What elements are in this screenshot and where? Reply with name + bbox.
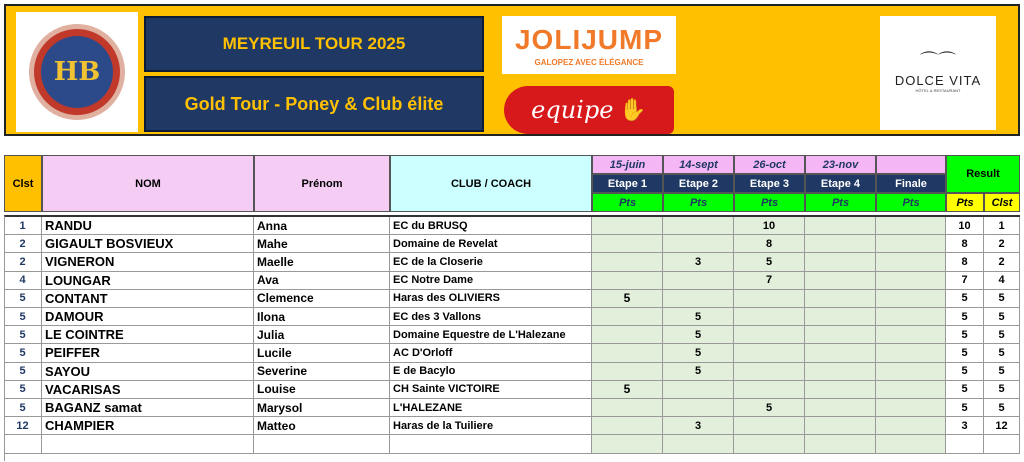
etape-3-cell (734, 381, 805, 399)
etape-1-cell (592, 272, 663, 290)
result-pts-cell: 7 (946, 272, 984, 290)
header-finale: Finale (876, 174, 946, 193)
header-etape-4: Etape 4 (805, 174, 876, 193)
sponsor-jolijump-logo (502, 16, 676, 74)
clst-cell: 12 (4, 417, 42, 435)
clst-cell: 5 (4, 381, 42, 399)
result-pts-cell: 8 (946, 253, 984, 271)
club-cell: Haras de la Tuiliere (390, 417, 592, 435)
result-clst-cell: 2 (984, 235, 1020, 253)
club-cell: EC des 3 Vallons (390, 308, 592, 326)
pts-etape-1: Pts (592, 193, 663, 212)
prenom-cell: Severine (254, 363, 390, 381)
sponsor-equipe-logo (504, 86, 674, 134)
etape-2-cell (663, 290, 734, 308)
header-band (4, 4, 1020, 136)
table-row (4, 417, 1020, 435)
club-cell: AC D'Orloff (390, 344, 592, 362)
nom-cell: SAYOU (42, 363, 254, 381)
prenom-cell: Ava (254, 272, 390, 290)
etape-1-cell (592, 344, 663, 362)
table-row (4, 253, 1020, 271)
nom-cell: LE COINTRE (42, 326, 254, 344)
result-pts-cell: 5 (946, 399, 984, 417)
etape-1-cell (592, 235, 663, 253)
prenom-cell: Lucile (254, 344, 390, 362)
etape-1-cell (592, 326, 663, 344)
pts-etape-2: Pts (663, 193, 734, 212)
sponsor-dolce-vita-logo (880, 16, 996, 130)
etape-4-cell (805, 253, 876, 271)
clst-cell: 5 (4, 344, 42, 362)
header-etape-2: Etape 2 (663, 174, 734, 193)
etape-2-cell (663, 272, 734, 290)
finale-cell (876, 272, 946, 290)
prenom-cell: Marysol (254, 399, 390, 417)
etape-1-cell (592, 399, 663, 417)
etape-3-cell: 7 (734, 272, 805, 290)
result-clst-cell: 5 (984, 326, 1020, 344)
result-pts-cell: 10 (946, 217, 984, 235)
etape-4-cell (805, 417, 876, 435)
pts-etape-4: Pts (805, 193, 876, 212)
finale-cell (876, 290, 946, 308)
result-clst-cell: 5 (984, 344, 1020, 362)
sponsor-jolijump-tagline: GALOPEZ AVEC ÉLÉGANCE (534, 57, 644, 67)
etape-4-cell (805, 399, 876, 417)
result-pts-cell: 5 (946, 381, 984, 399)
table-row (4, 326, 1020, 344)
clst-cell: 5 (4, 290, 42, 308)
header-prenom: Prénom (254, 155, 390, 212)
finale-cell (876, 344, 946, 362)
finale-cell (876, 417, 946, 435)
logo-ring (29, 24, 125, 120)
date-finale (876, 155, 946, 174)
table-row (4, 290, 1020, 308)
result-clst-cell: 5 (984, 308, 1020, 326)
result-pts-cell: 5 (946, 363, 984, 381)
page-title: MEYREUIL TOUR 2025 (144, 16, 484, 72)
club-cell: EC du BRUSQ (390, 217, 592, 235)
prenom-cell: Maelle (254, 253, 390, 271)
header-result: Result (946, 155, 1020, 193)
nom-cell: BAGANZ samat (42, 399, 254, 417)
nom-cell: VIGNERON (42, 253, 254, 271)
nom-cell: LOUNGAR (42, 272, 254, 290)
table-row (4, 399, 1020, 417)
etape-2-cell: 5 (663, 363, 734, 381)
table-row (4, 235, 1020, 253)
club-cell: Domaine de Revelat (390, 235, 592, 253)
prenom-cell: Matteo (254, 417, 390, 435)
nom-cell: CHAMPIER (42, 417, 254, 435)
header-etape-1: Etape 1 (592, 174, 663, 193)
club-cell: Haras des OLIVIERS (390, 290, 592, 308)
header-result-pts: Pts (946, 193, 984, 212)
table-row (4, 435, 1020, 453)
finale-cell (876, 363, 946, 381)
etape-2-cell (663, 217, 734, 235)
result-clst-cell: 5 (984, 363, 1020, 381)
club-cell: EC Notre Dame (390, 272, 592, 290)
prenom-cell: Ilona (254, 308, 390, 326)
etape-4-cell (805, 363, 876, 381)
etape-3-cell (734, 435, 805, 453)
table-row (4, 344, 1020, 362)
etape-4-cell (805, 290, 876, 308)
page-subtitle: Gold Tour - Poney & Club élite (144, 76, 484, 132)
result-pts-cell: 5 (946, 308, 984, 326)
finale-cell (876, 435, 946, 453)
header-etape-3: Etape 3 (734, 174, 805, 193)
clst-cell: 5 (4, 326, 42, 344)
finale-cell (876, 235, 946, 253)
date-etape-4: 23-nov (805, 155, 876, 174)
nom-cell: VACARISAS (42, 381, 254, 399)
pts-finale: Pts (876, 193, 946, 212)
clst-cell: 2 (4, 253, 42, 271)
finale-cell (876, 381, 946, 399)
etape-2-cell: 5 (663, 326, 734, 344)
clst-cell: 1 (4, 217, 42, 235)
club-logo (16, 12, 138, 132)
etape-3-cell: 5 (734, 253, 805, 271)
finale-cell (876, 253, 946, 271)
etape-3-cell (734, 417, 805, 435)
etape-4-cell (805, 435, 876, 453)
result-clst-cell: 2 (984, 253, 1020, 271)
date-etape-1: 15-juin (592, 155, 663, 174)
etape-2-cell: 5 (663, 344, 734, 362)
etape-3-cell (734, 363, 805, 381)
mountain-icon: ⌒⌒ (920, 51, 956, 71)
prenom-cell: Anna (254, 217, 390, 235)
etape-1-cell (592, 217, 663, 235)
etape-2-cell (663, 399, 734, 417)
etape-4-cell (805, 272, 876, 290)
header-club: CLUB / COACH (390, 155, 592, 212)
prenom-cell: Mahe (254, 235, 390, 253)
table-row (4, 308, 1020, 326)
hand-icon: ✋ (619, 97, 647, 123)
club-cell: CH Sainte VICTOIRE (390, 381, 592, 399)
table-row (4, 381, 1020, 399)
table-row (4, 363, 1020, 381)
club-cell: Domaine Equestre de L'Halezane (390, 326, 592, 344)
clst-cell: 5 (4, 399, 42, 417)
etape-3-cell (734, 326, 805, 344)
result-pts-cell: 8 (946, 235, 984, 253)
result-clst-cell: 1 (984, 217, 1020, 235)
sponsor-equipe-name: equipe (531, 96, 614, 124)
clst-cell: 5 (4, 308, 42, 326)
result-pts-cell: 5 (946, 290, 984, 308)
club-cell (390, 435, 592, 453)
date-etape-2: 14-sept (663, 155, 734, 174)
etape-3-cell: 8 (734, 235, 805, 253)
prenom-cell: Clemence (254, 290, 390, 308)
etape-1-cell: 5 (592, 290, 663, 308)
etape-1-cell (592, 253, 663, 271)
result-pts-cell: 5 (946, 326, 984, 344)
pts-etape-3: Pts (734, 193, 805, 212)
header-clst: Clst (4, 155, 42, 212)
club-cell: E de Bacylo (390, 363, 592, 381)
result-clst-cell: 12 (984, 417, 1020, 435)
header-result-clst: Clst (984, 193, 1020, 212)
etape-1-cell (592, 435, 663, 453)
club-cell: L'HALEZANE (390, 399, 592, 417)
nom-cell: PEIFFER (42, 344, 254, 362)
etape-4-cell (805, 308, 876, 326)
prenom-cell: Julia (254, 326, 390, 344)
prenom-cell: Louise (254, 381, 390, 399)
etape-2-cell: 3 (663, 253, 734, 271)
etape-3-cell (734, 290, 805, 308)
etape-3-cell (734, 308, 805, 326)
result-clst-cell (984, 435, 1020, 453)
etape-2-cell: 5 (663, 308, 734, 326)
clst-cell: 2 (4, 235, 42, 253)
sponsor-dolce-sub: HÔTEL & RESTAURANT (915, 88, 961, 93)
etape-4-cell (805, 326, 876, 344)
etape-2-cell (663, 381, 734, 399)
clst-cell: 5 (4, 363, 42, 381)
etape-2-cell: 3 (663, 417, 734, 435)
result-clst-cell: 4 (984, 272, 1020, 290)
logo-letters: HB (41, 36, 113, 108)
clst-cell: 4 (4, 272, 42, 290)
etape-3-cell: 5 (734, 399, 805, 417)
nom-cell: GIGAULT BOSVIEUX (42, 235, 254, 253)
table-row (4, 217, 1020, 235)
nom-cell: DAMOUR (42, 308, 254, 326)
nom-cell: CONTANT (42, 290, 254, 308)
etape-1-cell (592, 308, 663, 326)
nom-cell: RANDU (42, 217, 254, 235)
etape-4-cell (805, 217, 876, 235)
etape-1-cell (592, 417, 663, 435)
sponsor-dolce-name: DOLCE VITA (894, 73, 982, 88)
etape-2-cell (663, 435, 734, 453)
finale-cell (876, 217, 946, 235)
prenom-cell (254, 435, 390, 453)
sponsor-jolijump-name: JOLIJUMP (514, 23, 664, 55)
result-pts-cell: 3 (946, 417, 984, 435)
club-cell: EC de la Closerie (390, 253, 592, 271)
etape-2-cell (663, 235, 734, 253)
etape-1-cell (592, 363, 663, 381)
finale-cell (876, 308, 946, 326)
result-pts-cell (946, 435, 984, 453)
table-row (4, 272, 1020, 290)
date-etape-3: 26-oct (734, 155, 805, 174)
etape-4-cell (805, 344, 876, 362)
result-clst-cell: 5 (984, 399, 1020, 417)
etape-3-cell: 10 (734, 217, 805, 235)
etape-4-cell (805, 381, 876, 399)
finale-cell (876, 399, 946, 417)
etape-3-cell (734, 344, 805, 362)
etape-1-cell: 5 (592, 381, 663, 399)
clst-cell (4, 435, 42, 453)
result-clst-cell: 5 (984, 290, 1020, 308)
result-pts-cell: 5 (946, 344, 984, 362)
nom-cell (42, 435, 254, 453)
finale-cell (876, 326, 946, 344)
result-clst-cell: 5 (984, 381, 1020, 399)
etape-4-cell (805, 235, 876, 253)
header-nom: NOM (42, 155, 254, 212)
